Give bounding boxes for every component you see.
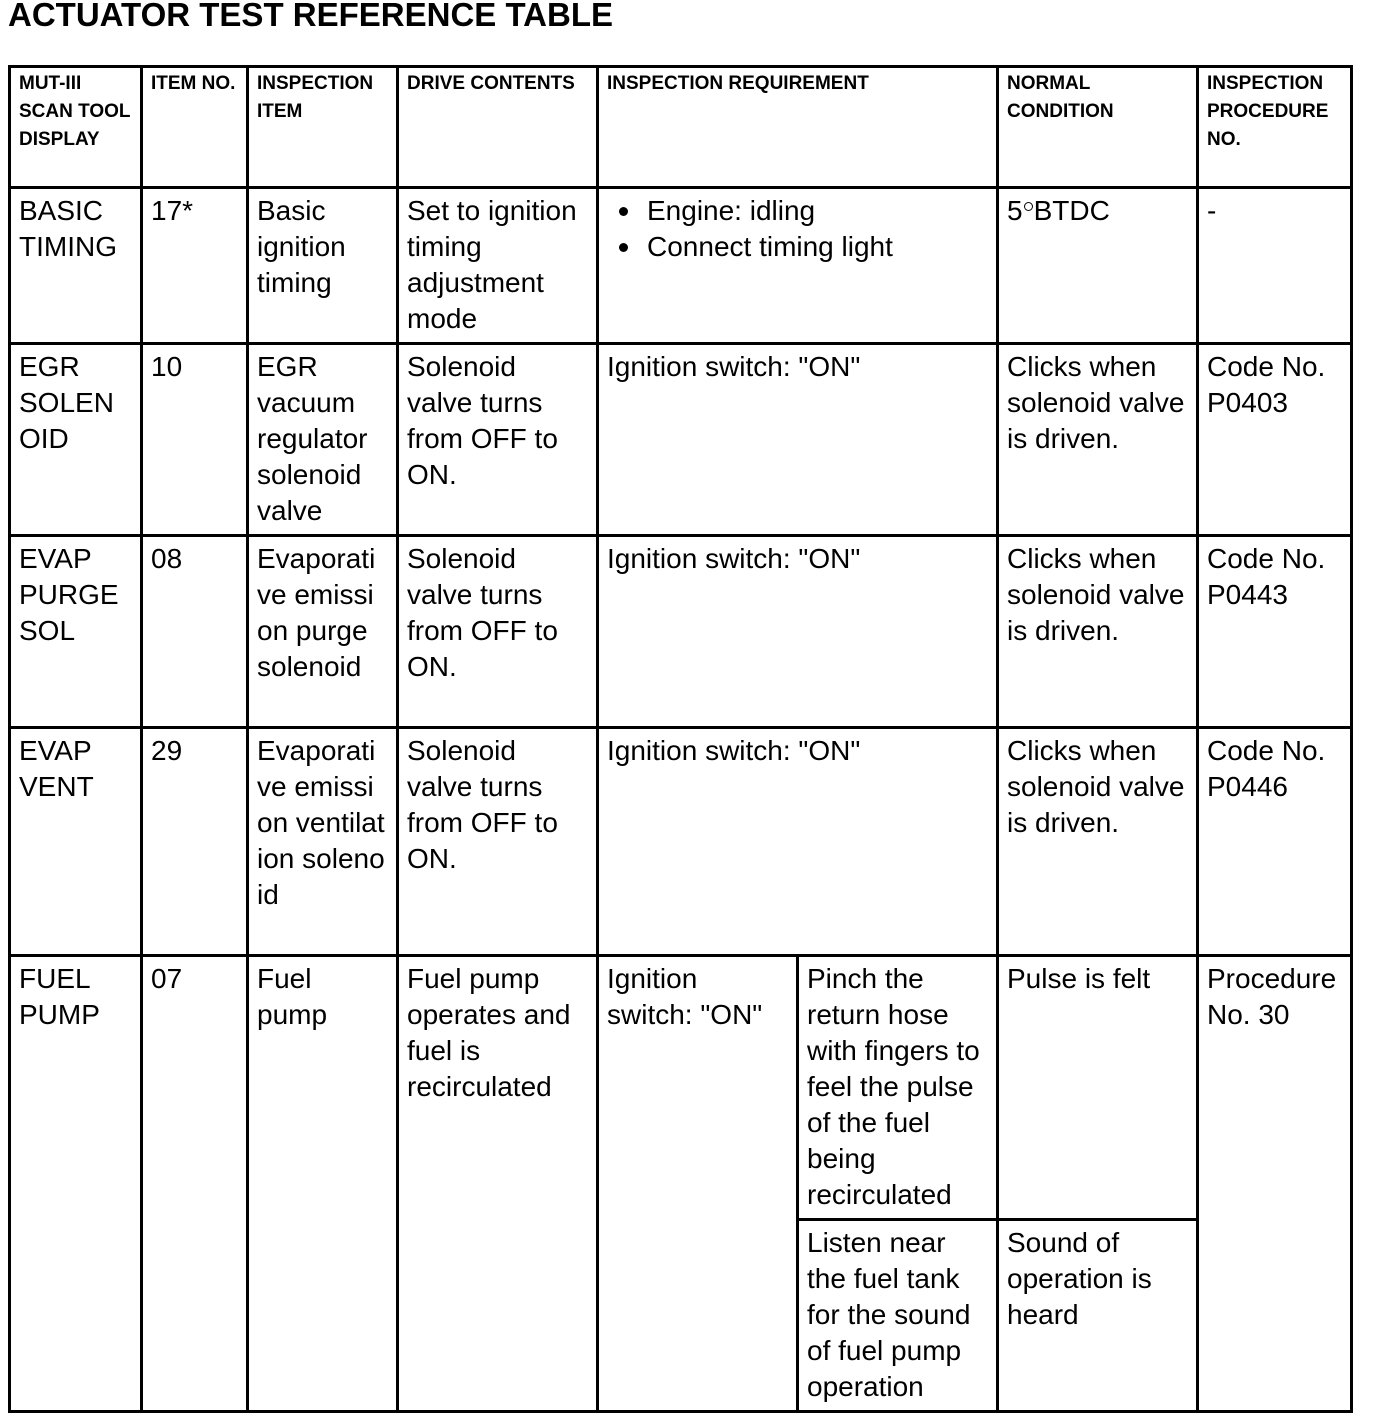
table-row [10, 536, 1352, 728]
cell-inspection-requirement: Ignition switch: "ON" [598, 344, 998, 536]
cell-inspection-item: Fuel pump [248, 956, 398, 1412]
page-title: ACTUATOR TEST REFERENCE TABLE [8, 0, 614, 33]
cell-item-no: 08 [142, 536, 248, 728]
cell-display: EVAP PURGE SOL [10, 536, 142, 728]
cell-display: FUEL PUMP [10, 956, 142, 1412]
header-display: MUT-III SCAN TOOL DISPLAY [10, 67, 142, 188]
cell-display: EGR SOLEN OID [10, 344, 142, 536]
cell-procedure: Code No. P0443 [1198, 536, 1352, 728]
cell-item-no: 29 [142, 728, 248, 956]
table-row [10, 344, 1352, 536]
cell-inspection-item: Evaporative emission purge solenoid [248, 536, 398, 728]
cell-procedure: - [1198, 188, 1352, 344]
header-drive-contents: DRIVE CONTENTS [398, 67, 598, 188]
table-row [10, 728, 1352, 956]
header-inspection-item: INSPECTION ITEM [248, 67, 398, 188]
cell-procedure: Procedure No. 30 [1198, 956, 1352, 1412]
cell-drive-contents: Solenoid valve turns from OFF to ON. [398, 536, 598, 728]
degree-icon [1024, 202, 1033, 211]
cell-drive-contents: Solenoid valve turns from OFF to ON. [398, 728, 598, 956]
table-row [10, 956, 1352, 1220]
header-item-no: ITEM NO. [142, 67, 248, 188]
header-row [10, 67, 1352, 188]
cell-inspection-requirement: Ignition switch: "ON" [598, 536, 998, 728]
cell-normal-condition: Clicks when solenoid valve is driven. [998, 536, 1198, 728]
cell-inspection-item: Evaporative emission ventilation solenoid [248, 728, 398, 956]
cell-sub-requirement: Pinch the return hose with fingers to feel the pulse of the fuel being recirculated [798, 956, 998, 1220]
actuator-test-table [8, 65, 1353, 1413]
cell-item-no: 17* [142, 188, 248, 344]
cell-normal-condition: Clicks when solenoid valve is driven. [998, 344, 1198, 536]
requirement-item: Engine: idling [607, 193, 988, 229]
requirement-item: Connect timing light [607, 229, 988, 265]
cell-procedure: Code No. P0403 [1198, 344, 1352, 536]
cell-drive-contents: Solenoid valve turns from OFF to ON. [398, 344, 598, 536]
cell-procedure: Code No. P0446 [1198, 728, 1352, 956]
cell-normal-condition [998, 188, 1198, 344]
header-normal-condition: NORMAL CONDITION [998, 67, 1198, 188]
cell-drive-contents: Fuel pump operates and fuel is recirculated [398, 956, 598, 1412]
requirement-list [607, 193, 988, 265]
cell-inspection-item: EGR vacuum regulator solenoid valve [248, 344, 398, 536]
cell-inspection-requirement: Ignition switch: "ON" [598, 728, 998, 956]
cell-sub-requirement: Listen near the fuel tank for the sound of fuel pump operation [798, 1220, 998, 1412]
cell-item-no: 07 [142, 956, 248, 1412]
cell-normal-condition: Pulse is felt [998, 956, 1198, 1220]
cell-inspection-requirement: Ignition switch: "ON" [598, 956, 798, 1412]
cell-normal-condition: Clicks when solenoid valve is driven. [998, 728, 1198, 956]
normal-unit: BTDC [1033, 195, 1110, 226]
cell-display: BASIC TIMING [10, 188, 142, 344]
header-procedure-no: INSPECTION PROCEDURE NO. [1198, 67, 1352, 188]
normal-value: 5 [1007, 195, 1023, 226]
cell-inspection-item: Basic ignition timing [248, 188, 398, 344]
header-inspection-requirement: INSPECTION REQUIREMENT [598, 67, 998, 188]
cell-item-no: 10 [142, 344, 248, 536]
cell-display: EVAP VENT [10, 728, 142, 956]
table-row [10, 188, 1352, 344]
cell-normal-condition: Sound of operation is heard [998, 1220, 1198, 1412]
cell-drive-contents: Set to ignition timing adjustment mode [398, 188, 598, 344]
cell-inspection-requirement [598, 188, 998, 344]
